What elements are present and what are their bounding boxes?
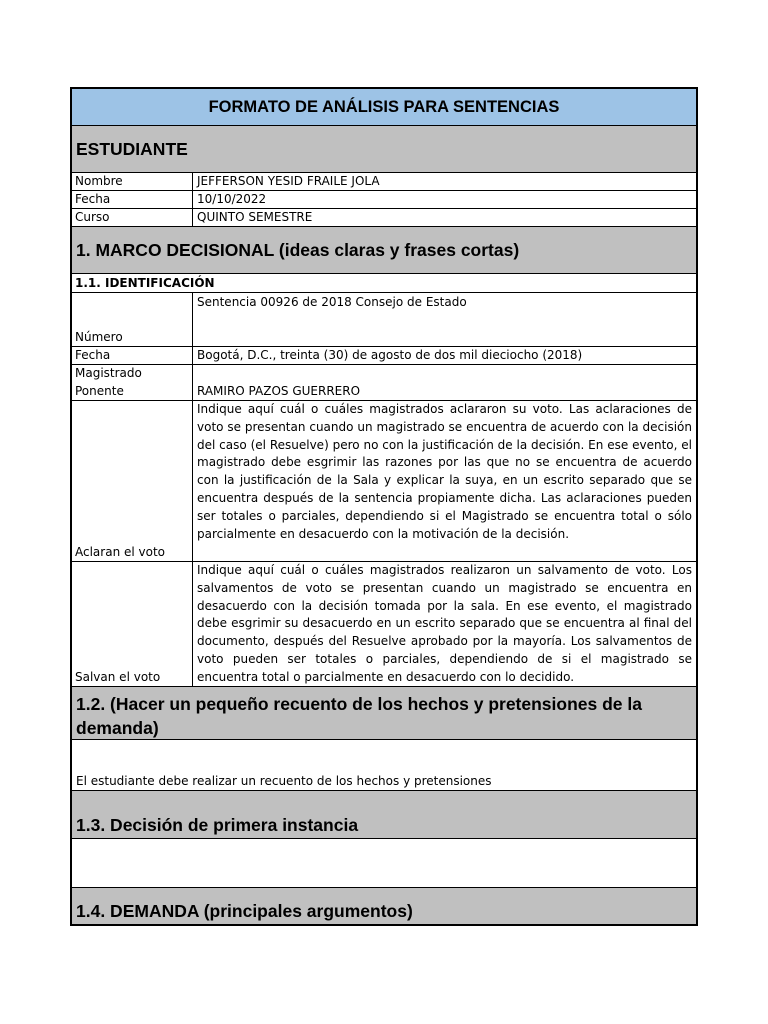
decision-primera-instancia-heading: 1.3. Decisión de primera instancia <box>72 791 696 839</box>
student-date-label: Fecha <box>72 191 193 208</box>
fecha-sentencia-row <box>72 347 696 365</box>
fecha-sentencia-value[interactable]: Bogotá, D.C., treinta (30) de agosto de dos mil dieciocho (2018) <box>197 348 583 362</box>
student-course-value[interactable]: QUINTO SEMESTRE <box>197 210 313 224</box>
student-name-label: Nombre <box>72 173 193 190</box>
student-course-row <box>72 209 696 227</box>
student-name-value[interactable]: JEFFERSON YESID FRAILE JOLA <box>197 174 380 188</box>
aclaran-voto-row <box>72 401 696 562</box>
decision-primera-instancia-text[interactable] <box>72 839 696 888</box>
aclaran-voto-text[interactable]: Indique aquí cuál o cuáles magistrados aclararon su voto. Las aclaraciones de voto se presentan cuando un magistrado se encuentra de acuerdo con la decisión del caso (el Resuelve) pero no con la justificación de la decisión. En ese evento, el magistrado debe esgrimir las razones por las que no se encuentra de acuerdo con la justificación de la Sala y explicar la suya, en un escrito separado que se encuentra después de la sentencia propiamente dicha. Las aclaraciones pueden ser totales o parciales, dependiendo si el Magistrado se encuentra total o sólo parcialmente en desacuerdo con la motivación de la decisión. <box>197 402 692 541</box>
salvan-voto-row <box>72 562 696 687</box>
hechos-heading: 1.2. (Hacer un pequeño recuento de los hechos y pretensiones de la demanda) <box>72 687 696 740</box>
magistrado-row <box>72 365 696 401</box>
aclaran-voto-label: Aclaran el voto <box>72 401 193 561</box>
identificacion-heading-row <box>72 274 696 293</box>
identificacion-heading: 1.1. IDENTIFICACIÓN <box>75 276 215 290</box>
student-course-label: Curso <box>72 209 193 226</box>
salvan-voto-label: Salvan el voto <box>72 562 193 686</box>
student-section-heading: ESTUDIANTE <box>72 126 696 173</box>
student-name-row <box>72 173 696 191</box>
magistrado-label-line-1: Magistrado <box>75 366 142 380</box>
numero-row <box>72 293 696 347</box>
marco-decisional-heading: 1. MARCO DECISIONAL (ideas claras y frases cortas) <box>72 227 696 274</box>
hechos-text[interactable]: El estudiante debe realizar un recuento de los hechos y pretensiones <box>72 740 696 791</box>
salvan-voto-text[interactable]: Indique aquí cuál o cuáles magistrados realizaron un salvamento de voto. Los salvamentos de voto se presentan cuando un magistrado se encuentra en desacuerdo con la decisión tomada por la sala. En ese evento, el magistrado debe esgrimir su desacuerdo en un escrito separado que se encuentra al final del documento, después del Resuelve aprobado por la mayoría. Los salvamentos de voto pueden ser totales o parciales, dependiendo de si el magistrado se encuentra total o parcialmente en desacuerdo con lo decidido. <box>197 563 692 684</box>
student-date-row <box>72 191 696 209</box>
magistrado-label-line-2: Ponente <box>75 384 124 398</box>
numero-value[interactable]: Sentencia 00926 de 2018 Consejo de Estado <box>197 295 467 309</box>
analysis-form <box>70 87 698 926</box>
form-title: FORMATO DE ANÁLISIS PARA SENTENCIAS <box>72 89 696 126</box>
magistrado-value[interactable]: RAMIRO PAZOS GUERRERO <box>197 384 361 398</box>
fecha-sentencia-label: Fecha <box>72 347 193 364</box>
numero-label: Número <box>72 293 193 346</box>
magistrado-label <box>72 365 193 400</box>
student-date-value[interactable]: 10/10/2022 <box>197 192 267 206</box>
demanda-heading: 1.4. DEMANDA (principales argumentos) <box>72 888 696 924</box>
